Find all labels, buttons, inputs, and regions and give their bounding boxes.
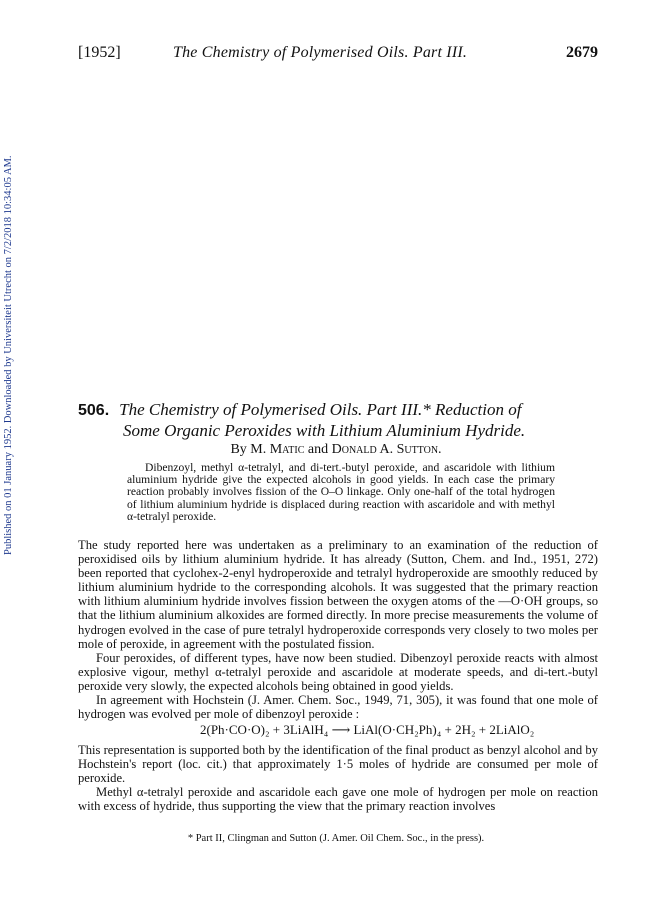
author-matic: M. Matic xyxy=(250,442,305,457)
footnote: * Part II, Clingman and Sutton (J. Amer. Oil Chem. Soc., in the press). xyxy=(187,833,485,844)
title-line-1: The Chemistry of Polymerised Oils. Part III.* Reduction of xyxy=(119,400,522,419)
download-notice[interactable]: Published on 01 January 1952. Downloaded by Universiteit Utrecht on 7/2/2018 10:34:05 AM. xyxy=(3,155,14,555)
author-line xyxy=(0,442,672,458)
article-title xyxy=(78,400,608,441)
abstract-text: Dibenzoyl, methyl α-tetralyl, and di-tert.-butyl peroxide, and ascaridole with lithium aluminium hydride give the expected alcohols in good yields. In each case the primary reaction probably involves fission of the O–O linkage. Only one-half of the total hydrogen of lithium aluminium hydride is displaced during reaction with ascaridole and with methyl α-tetralyl peroxide. xyxy=(127,461,555,523)
paragraph-2: Four peroxides, of different types, have now been studied. Dibenzoyl peroxide reacts with almost explosive vigour, methyl α-tetralyl peroxide and ascaridole at moderate speeds, and di-tert.-butyl peroxide very slowly, the expected alcohols being obtained in good yields. xyxy=(78,650,598,693)
running-title: The Chemistry of Polymerised Oils. Part III. xyxy=(173,44,468,61)
abstract xyxy=(127,462,555,523)
article-number: 506. xyxy=(78,402,110,419)
author-sutton: Donald A. Sutton. xyxy=(331,442,442,457)
header-year: [1952] xyxy=(78,44,121,61)
paragraph-1: The study reported here was undertaken as a preliminary to an examination of the reduction of peroxidised oils by lithium aluminium hydride. It has already (Sutton, Chem. and Ind., 1951, 272) been reported that cyclohex-2-enyl hydroperoxide and tetralyl hydroperoxide are smoothly reduced by lithium aluminium hydride to the corresponding alcohols. It was suggested that the primary reaction with lithium aluminium hydride involves fission between the oxygen atoms of the —O·OH groups, so that the lithium aluminium alkoxides are formed directly. In more precise measurements the volume of hydrogen evolved in the case of pure tetralyl hydroperoxide corresponds very closely to two moles per mole of peroxide, in agreement with the postulated fission. xyxy=(78,538,598,651)
body-text-bottom xyxy=(78,743,598,813)
reaction-equation: 2(Ph·CO·O)₂ + 3LiAlH₄ ⟶ LiAl(O·CH₂Ph)₄ + 2H₂ + 2LiAlO₂ xyxy=(200,722,535,737)
paragraph-3: In agreement with Hochstein (J. Amer. Chem. Soc., 1949, 71, 305), it was found that one mole of hydrogen was evolved per mole of dibenzoyl peroxide : xyxy=(78,693,598,722)
page-header xyxy=(78,44,598,64)
paragraph-4: This representation is supported both by the identification of the final product as benzyl alcohol and by Hochstein's report (loc. cit.) that approximately 1·5 moles of hydride are consumed per mole of peroxide. xyxy=(78,743,598,786)
authors-and: and xyxy=(307,442,329,457)
authors-by: By xyxy=(230,442,247,457)
page-number: 2679 xyxy=(566,44,598,61)
paragraph-5: Methyl α-tetralyl peroxide and ascaridole each gave one mole of hydrogen per mole on reaction with excess of hydride, thus supporting the view that the primary reaction involves xyxy=(78,785,598,814)
body-text-top xyxy=(78,538,598,721)
title-line-2: Some Organic Peroxides with Lithium Aluminium Hydride. xyxy=(123,421,526,440)
